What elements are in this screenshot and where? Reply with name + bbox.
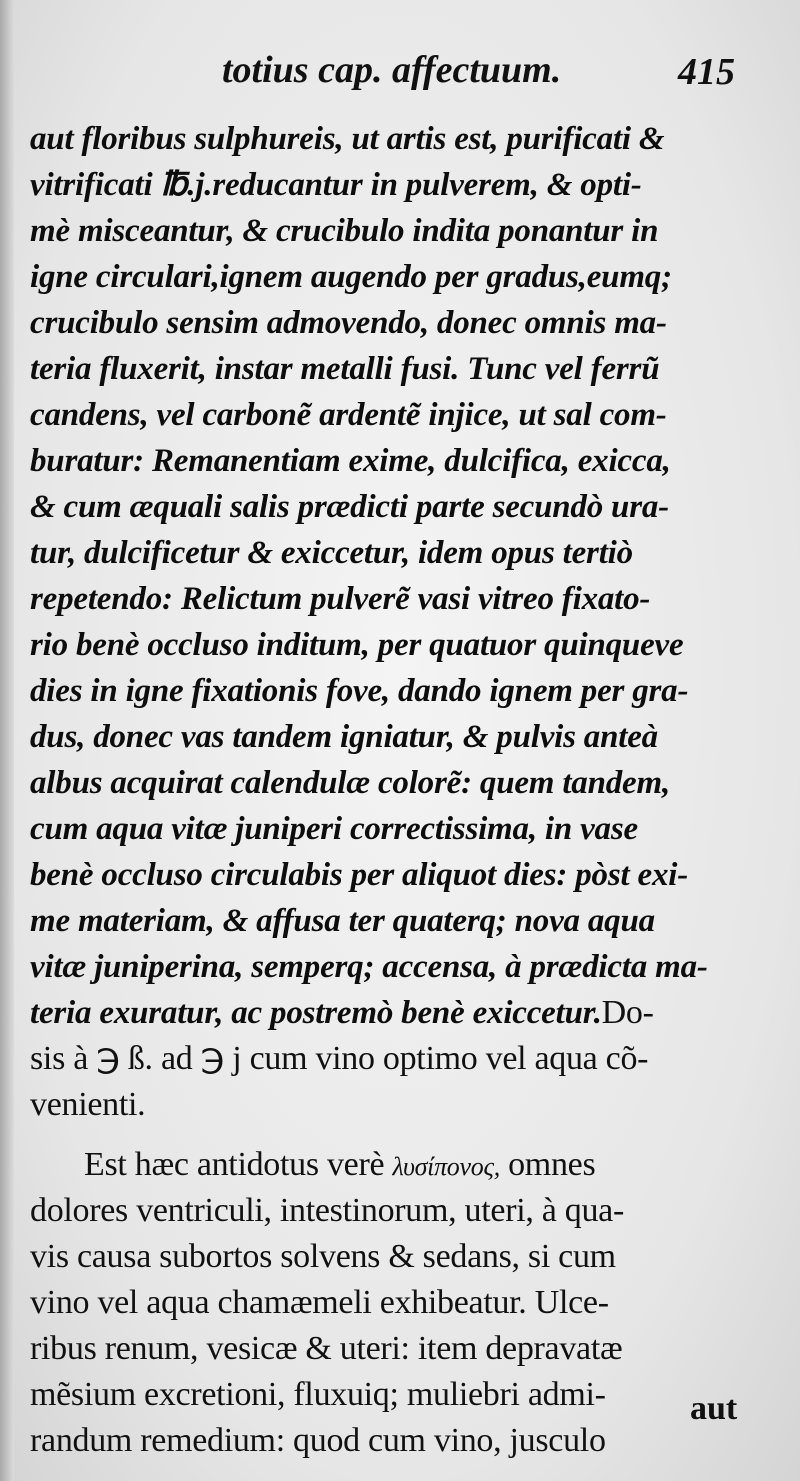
text-line: vitæ juniperina, semperq; accensa, à prædicta ma- (30, 949, 708, 985)
text-line: rio benè occluso inditum, per quatuor quinqueve (30, 627, 684, 663)
text-line: sis à ℈ ß. ad ℈ j cum vino optimo vel aqua cõ- (30, 1040, 649, 1077)
text-line: mè misceantur, & crucibulo indita ponantur in (30, 213, 659, 249)
text-line: me materiam, & affusa ter quaterq; nova aqua (30, 903, 655, 939)
text-line: randum remedium: quod cum vino, jusculo (30, 1422, 606, 1459)
text-line: mẽsium excretioni, fluxuiq; muliebri admi- (30, 1376, 606, 1413)
text-line: buratur: Remanentiam exime, dulcifica, exicca, (30, 443, 671, 479)
text-line: dus, donec vas tandem igniatur, & pulvis anteà (30, 719, 658, 755)
text-roman-segment: omnes (499, 1146, 596, 1183)
text-line: ribus renum, vesicæ & uteri: item depravatæ (30, 1330, 623, 1367)
text-line-mixed (30, 990, 654, 1036)
running-title: totius cap. affectuum. (222, 49, 562, 91)
page-header (0, 48, 800, 108)
text-line: albus acquirat calendulæ colorẽ: quem tandem, (30, 765, 671, 801)
text-line: igne circulari,ignem augendo per gradus,eumq; (30, 259, 672, 295)
page-number: 415 (678, 51, 735, 93)
page-gutter (0, 0, 14, 1481)
text-italic-segment: teria exuratur, ac postremò benè exiccetur. (30, 995, 602, 1031)
text-line: & cum æquali salis prædicti parte secundò ura- (30, 489, 669, 525)
text-roman-segment: Do- (601, 994, 654, 1031)
catchword: aut (690, 1390, 738, 1427)
text-line: teria fluxerit, instar metalli fusi. Tunc vel ferrũ (30, 351, 660, 387)
text-line: benè occluso circulabis per aliquot dies: pòst exi- (30, 857, 689, 893)
text-line: crucibulo sensim admovendo, donec omnis ma- (30, 305, 667, 341)
text-line: candens, vel carbonẽ ardentẽ injice, ut sal com- (30, 397, 667, 433)
text-roman-segment: Est hæc antidotus verè (84, 1146, 385, 1183)
text-line: aut floribus sulphureis, ut artis est, purificati & (30, 121, 665, 157)
text-line: dolores ventriculi, intestinorum, uteri, à qua- (30, 1192, 624, 1229)
greek-word: λυσίπονος, (392, 1152, 500, 1181)
text-line: vino vel aqua chamæmeli exhibeatur. Ulce- (30, 1284, 609, 1321)
paragraph-start-line (84, 1142, 595, 1188)
text-line: vitrificati ℔.j.reducantur in pulverem, & opti- (30, 167, 642, 203)
text-line: venienti. (30, 1086, 146, 1123)
text-line: tur, dulcificetur & exiccetur, idem opus tertiò (30, 535, 633, 571)
text-line: vis causa subortos solvens & sedans, si cum (30, 1238, 616, 1275)
text-line: repetendo: Relictum pulverẽ vasi vitreo fixato- (30, 581, 651, 617)
text-line: cum aqua vitæ juniperi correctissima, in vase (30, 811, 638, 847)
text-line: dies in igne fixationis fove, dando ignem per gra- (30, 673, 689, 709)
